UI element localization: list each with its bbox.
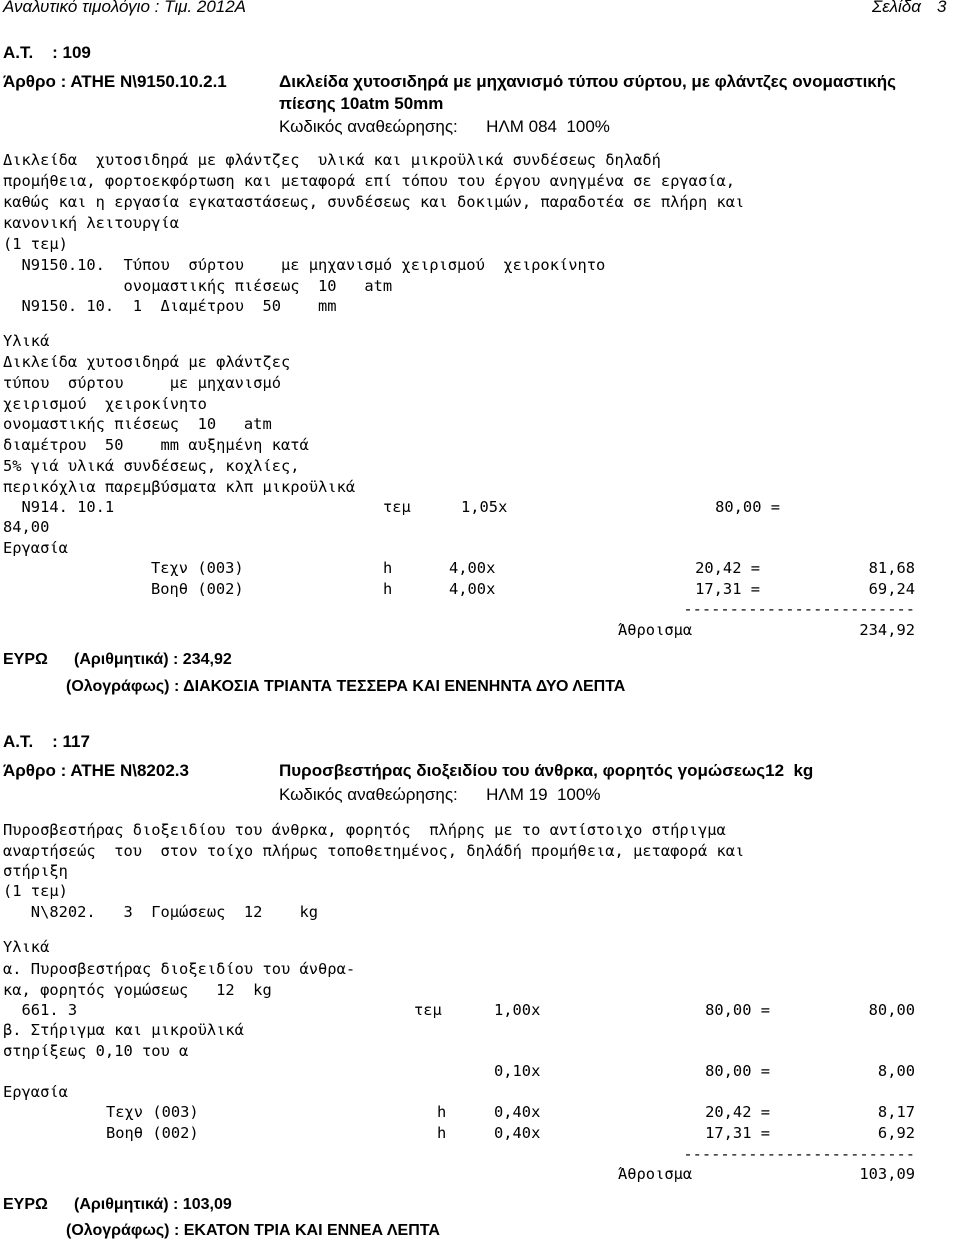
material-code: 661. 3: [3, 1001, 78, 1019]
article-code: Άρθρο : ΑΤΗΕ Ν\8202.3: [3, 761, 189, 780]
description-line: ονομαστικής πιέσεως 10 atm: [3, 277, 393, 295]
description-line: κανονική λειτουργία: [3, 214, 180, 232]
labor-qty: 0,40x: [494, 1124, 541, 1142]
article-code: Άρθρο : ΑΤΗΕ Ν\9150.10.2.1: [3, 72, 227, 91]
description-line: (1 τεμ): [3, 235, 68, 253]
article-at-number: Α.Τ. : 109: [3, 43, 91, 62]
document-title: Αναλυτικό τιμολόγιο : Τιμ. 2012Α: [3, 0, 247, 16]
labor-total: 69,24: [868, 580, 915, 598]
labor-name: Τεχν (003): [106, 1103, 199, 1121]
sum-separator: -------------------------: [683, 600, 915, 618]
labor-price: 17,31 =: [705, 1124, 770, 1142]
description-line: καθώς και η εργασία εγκαταστάσεως, συνδέσεως και δοκιμών, παραδοτέα σε πλήρη και: [3, 193, 745, 211]
material-line: ονομαστικής πιέσεως 10 atm: [3, 415, 272, 433]
description-line: Δικλείδα χυτοσιδηρά με φλάντζες υλικά και μικροϋλικά συνδέσεως δηλαδή: [3, 151, 661, 169]
labor-unit: h: [383, 559, 393, 577]
sum-label: Άθροισμα: [618, 1165, 693, 1183]
material-price: 80,00 =: [715, 498, 780, 516]
page-number: 3: [937, 0, 947, 16]
price-in-words-label: (Ολογράφως) :: [66, 1222, 184, 1239]
labor-price: 20,42 =: [705, 1103, 770, 1121]
material-code: Ν914. 10.1: [3, 498, 115, 516]
labor-total: 6,92: [877, 1124, 915, 1142]
eur-label: ΕΥΡΩ: [3, 651, 48, 668]
material-total: 80,00: [868, 1001, 915, 1019]
material-line: χειρισμού χειροκίνητο: [3, 395, 207, 413]
material-total: 84,00: [3, 518, 50, 536]
description-line: Πυροσβεστήρας διοξειδίου του άνθρκα, φορητός πλήρης με το αντίστοιχο στήριγμα: [3, 821, 726, 839]
labor-unit: h: [437, 1103, 447, 1121]
price-in-words-value: ΔΙΑΚΟΣΙΑ ΤΡΙΑΝΤΑ ΤΕΣΣΕΡΑ ΚΑΙ ΕΝΕΝΗΝΤΑ ΔΥΟ ΛΕΠΤΑ: [183, 678, 626, 695]
labor-qty: 4,00x: [449, 559, 496, 577]
material-line: α. Πυροσβεστήρας διοξειδίου του άνθρα-: [3, 960, 356, 978]
page-label: Σελίδα: [872, 0, 921, 16]
price-in-words: [66, 1222, 440, 1240]
labor-name: Βοηθ (002): [151, 580, 244, 598]
article-title-line-1: Πυροσβεστήρας διοξειδίου του άνθρκα, φορητός γομώσεως12 kg: [279, 761, 814, 780]
price-in-words-label: (Ολογράφως) :: [66, 678, 184, 695]
price-numeric: (Αριθμητικά) : 103,09: [74, 1196, 232, 1213]
material-total: 8,00: [877, 1062, 915, 1080]
material-line: διαμέτρου 50 mm αυξημένη κατά: [3, 436, 309, 454]
description-line: στήριξη: [3, 862, 68, 880]
revision-code: Κωδικός αναθεώρησης: ΗΛΜ 19 100%: [279, 785, 601, 804]
description-line: προμήθεια, φορτοεκφόρτωση και μεταφορά επί τόπου του έργου ανηγμένα σε εργασία,: [3, 172, 736, 190]
labor-price: 17,31 =: [695, 580, 760, 598]
labor-heading: Εργασία: [3, 1083, 68, 1101]
description-line: (1 τεμ): [3, 882, 68, 900]
material-line: τύπου σύρτου με μηχανισμό: [3, 374, 281, 392]
material-line: περικόχλια παρεμβύσματα κλπ μικροϋλικά: [3, 478, 356, 496]
description-line: Ν9150. 10. 1 Διαμέτρου 50 mm: [3, 297, 337, 315]
materials-heading: Υλικά: [3, 938, 50, 956]
labor-heading: Εργασία: [3, 539, 68, 557]
labor-name: Βοηθ (002): [106, 1124, 199, 1142]
material-line: β. Στήριγμα και μικροϋλικά: [3, 1021, 244, 1039]
description-line: αναρτήσεώς του στον τοίχο πλήρως τοποθετημένος, δηλάδή προμήθεια, μεταφορά και: [3, 842, 745, 860]
material-line: κα, φορητός γομώσεως 12 kg: [3, 981, 272, 999]
article-title-line-1: Δικλείδα χυτοσιδηρά με μηχανισμό τύπου σύρτου, με φλάντζες ονομαστικής: [279, 72, 897, 91]
labor-qty: 4,00x: [449, 580, 496, 598]
material-line: 5% γιά υλικά συνδέσεως, κοχλίες,: [3, 457, 300, 475]
article-title-line-2: πίεσης 10atm 50mm: [279, 94, 444, 113]
material-price: 80,00 =: [705, 1001, 770, 1019]
eur-label: ΕΥΡΩ: [3, 1196, 48, 1213]
sum-value: 103,09: [859, 1165, 915, 1183]
sum-label: Άθροισμα: [618, 621, 693, 639]
material-qty: 1,05x: [461, 498, 508, 516]
labor-total: 81,68: [868, 559, 915, 577]
sum-separator: -------------------------: [683, 1145, 915, 1163]
price-in-words-value: ΕΚΑΤΟΝ ΤΡΙΑ ΚΑΙ ΕΝΝΕΑ ΛΕΠΤΑ: [183, 1222, 440, 1239]
sum-value: 234,92: [859, 621, 915, 639]
description-line: Ν\8202. 3 Γομώσεως 12 kg: [3, 903, 319, 921]
material-qty: 1,00x: [494, 1001, 541, 1019]
labor-price: 20,42 =: [695, 559, 760, 577]
material-unit: τεμ: [414, 1001, 442, 1019]
article-at-number: Α.Τ. : 117: [3, 732, 90, 751]
material-line: στηρίξεως 0,10 του α: [3, 1042, 189, 1060]
labor-unit: h: [383, 580, 393, 598]
material-unit: τεμ: [383, 498, 411, 516]
labor-qty: 0,40x: [494, 1103, 541, 1121]
price-numeric: (Αριθμητικά) : 234,92: [74, 651, 232, 668]
materials-heading: Υλικά: [3, 332, 50, 350]
labor-total: 8,17: [877, 1103, 915, 1121]
material-line: Δικλείδα χυτοσιδηρά με φλάντζες: [3, 353, 291, 371]
material-qty: 0,10x: [494, 1062, 541, 1080]
material-price: 80,00 =: [705, 1062, 770, 1080]
price-in-words: [66, 678, 625, 696]
revision-code: Κωδικός αναθεώρησης: ΗΛΜ 084 100%: [279, 117, 610, 136]
labor-unit: h: [437, 1124, 447, 1142]
description-line: Ν9150.10. Τύπου σύρτου με μηχανισμό χειρισμού χειροκίνητο: [3, 256, 606, 274]
labor-name: Τεχν (003): [151, 559, 244, 577]
